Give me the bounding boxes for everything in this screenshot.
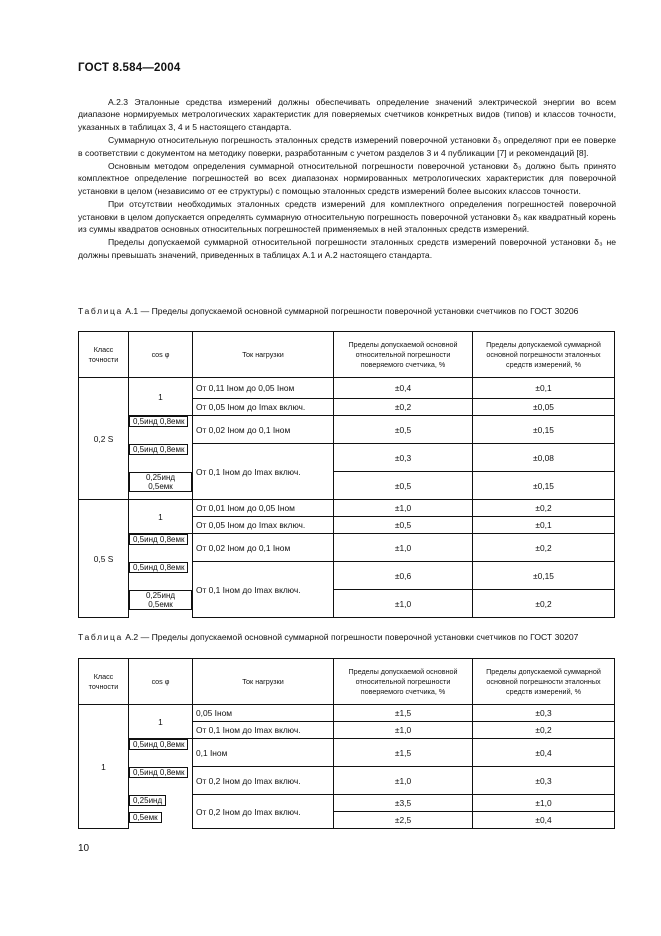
value-cell: ±0,4 bbox=[473, 812, 615, 829]
value-cell: ±1,0 bbox=[473, 795, 615, 812]
table-row bbox=[79, 767, 615, 795]
value-cell: ±0,2 bbox=[473, 590, 615, 618]
table-header: cos φ bbox=[129, 332, 193, 378]
table-row bbox=[79, 416, 615, 444]
table-row bbox=[79, 812, 615, 829]
current-cell: От 0,1 Iном до Imax включ. bbox=[193, 722, 334, 739]
table-header: Класс точности bbox=[79, 332, 129, 378]
table1-header-row bbox=[79, 332, 615, 378]
table-row bbox=[79, 500, 615, 517]
current-cell: От 0,2 Iном до Imax включ. bbox=[193, 767, 334, 795]
value-cell: ±0,08 bbox=[473, 444, 615, 472]
table-row bbox=[79, 472, 615, 500]
value-cell: ±0,2 bbox=[473, 534, 615, 562]
value-cell: ±0,2 bbox=[473, 722, 615, 739]
value-cell: ±0,1 bbox=[473, 378, 615, 399]
value-cell: ±1,0 bbox=[334, 767, 473, 795]
cos-cell: 0,25инд 0,5емк bbox=[129, 472, 192, 492]
table-header: Пределы допускаемой основной относительной погрешности поверяемого счетчика, % bbox=[334, 332, 473, 378]
current-cell: От 0,02 Iном до 0,1 Iном bbox=[193, 416, 334, 444]
table-row bbox=[79, 705, 615, 722]
table2-caption-text: А.2 — Пределы допускаемой основной суммарной погрешности поверочной установки счетчиков по ГОСТ 30207 bbox=[125, 632, 579, 642]
value-cell: ±0,3 bbox=[473, 767, 615, 795]
value-cell: ±0,3 bbox=[473, 705, 615, 722]
table-header: Класс точности bbox=[79, 659, 129, 705]
table2 bbox=[78, 658, 615, 829]
paragraph: А.2.3 Эталонные средства измерений должны обеспечивать определение значений электрической энергии во всем диапазоне нормируемых метрологических характеристик для поверяемых счетчиков конкретных видов (типов) и классов точности, указанных в таблицах 3, 4 и 5 настоящего стандарта. bbox=[78, 97, 616, 132]
current-cell: От 0,2 Iном до Imax включ. bbox=[193, 795, 334, 829]
current-cell: От 0,05 Iном до Imax включ. bbox=[193, 517, 334, 534]
current-cell: От 0,1 Iном до Imax включ. bbox=[193, 562, 334, 618]
value-cell: ±0,2 bbox=[473, 500, 615, 517]
value-cell: ±0,4 bbox=[473, 739, 615, 767]
table1-caption-label: Таблица bbox=[78, 306, 123, 316]
cos-cell: 1 bbox=[129, 705, 193, 739]
value-cell: ±1,5 bbox=[334, 739, 473, 767]
table-header: Пределы допускаемой суммарной основной погрешности эталонных средств измерений, % bbox=[473, 332, 615, 378]
cos-cell: 0,5инд 0,8емк bbox=[129, 562, 188, 573]
table2-caption bbox=[78, 632, 618, 643]
value-cell: ±0,15 bbox=[473, 472, 615, 500]
value-cell: ±0,4 bbox=[334, 378, 473, 399]
table-header: Ток нагрузки bbox=[193, 332, 334, 378]
table-header: cos φ bbox=[129, 659, 193, 705]
value-cell: ±1,0 bbox=[334, 534, 473, 562]
cos-cell: 0,5инд 0,8емк bbox=[129, 739, 188, 750]
table1 bbox=[78, 331, 615, 618]
cos-cell: 0,5инд 0,8емк bbox=[129, 416, 188, 427]
paragraph: Основным методом определения суммарной относительной погрешности поверочной установки δ₃ должно быть принято комплектное определение погрешностей во всех диапазонах нормированных метрологических характеристик для поверочной установки в целом (независимо от ее структуры) с помощью эталонных средств измерений более высоких классов точности. bbox=[78, 161, 616, 196]
value-cell: ±0,5 bbox=[334, 517, 473, 534]
cos-cell: 0,25инд 0,5емк bbox=[129, 590, 192, 610]
cos-cell: 0,5инд 0,8емк bbox=[129, 767, 188, 778]
current-cell: От 0,01 Iном до 0,05 Iном bbox=[193, 500, 334, 517]
value-cell: ±0,2 bbox=[334, 399, 473, 416]
current-cell: От 0,1 Iном до Imax включ. bbox=[193, 444, 334, 500]
cos-cell: 0,5инд 0,8емк bbox=[129, 444, 188, 455]
paragraph: Пределы допускаемой суммарной относительной погрешности эталонных средств измерений поверочной установки δ₃ не должны превышать значений, приведенных в таблицах А.1 и А.2 настоящего стандарта. bbox=[78, 237, 616, 260]
value-cell: ±0,6 bbox=[334, 562, 473, 590]
value-cell: ±1,0 bbox=[334, 590, 473, 618]
table1-caption bbox=[78, 306, 618, 317]
table2-header-row bbox=[79, 659, 615, 705]
table1-caption-text: А.1 — Пределы допускаемой основной суммарной погрешности поверочной установки счетчиков по ГОСТ 30206 bbox=[125, 306, 579, 316]
cos-cell: 0,5емк bbox=[129, 812, 162, 823]
document-header: ГОСТ 8.584—2004 bbox=[78, 62, 181, 74]
value-cell: ±0,15 bbox=[473, 416, 615, 444]
value-cell: ±0,05 bbox=[473, 399, 615, 416]
value-cell: ±0,1 bbox=[473, 517, 615, 534]
current-cell: От 0,11 Iном до 0,05 Iном bbox=[193, 378, 334, 399]
value-cell: ±2,5 bbox=[334, 812, 473, 829]
current-cell: От 0,02 Iном до 0,1 Iном bbox=[193, 534, 334, 562]
current-cell: 0,05 Iном bbox=[193, 705, 334, 722]
table-row bbox=[79, 444, 615, 472]
table-row bbox=[79, 534, 615, 562]
class-cell: 1 bbox=[79, 705, 129, 829]
table-row bbox=[79, 739, 615, 767]
table-row bbox=[79, 378, 615, 399]
current-cell: 0,1 Iном bbox=[193, 739, 334, 767]
body-text bbox=[78, 96, 616, 262]
table-header: Ток нагрузки bbox=[193, 659, 334, 705]
table-row bbox=[79, 795, 615, 812]
class-cell: 0,5 S bbox=[79, 500, 129, 618]
page-number: 10 bbox=[78, 843, 90, 854]
table-header: Пределы допускаемой основной относительной погрешности поверяемого счетчика, % bbox=[334, 659, 473, 705]
value-cell: ±1,5 bbox=[334, 705, 473, 722]
value-cell: ±0,15 bbox=[473, 562, 615, 590]
value-cell: ±0,5 bbox=[334, 416, 473, 444]
current-cell: От 0,05 Iном до Imax включ. bbox=[193, 399, 334, 416]
value-cell: ±3,5 bbox=[334, 795, 473, 812]
table-row bbox=[79, 590, 615, 618]
table-row bbox=[79, 562, 615, 590]
cos-cell: 1 bbox=[129, 378, 193, 416]
cos-cell: 1 bbox=[129, 500, 193, 534]
paragraph: При отсутствии необходимых эталонных средств измерений для комплектного определения погрешностей поверочной установки в целом допускается определять суммарную относительную погрешность поверочной установки δ₃ как квадратный корень из суммы квадратов основных относительных погрешностей применяемых в ней эталонных средств измерений. bbox=[78, 199, 616, 235]
value-cell: ±1,0 bbox=[334, 722, 473, 739]
cos-cell: 0,25инд bbox=[129, 795, 166, 806]
value-cell: ±0,5 bbox=[334, 472, 473, 500]
table2-caption-label: Таблица bbox=[78, 632, 123, 642]
class-cell: 0,2 S bbox=[79, 378, 129, 500]
cos-cell: 0,5инд 0,8емк bbox=[129, 534, 188, 545]
value-cell: ±0,3 bbox=[334, 444, 473, 472]
paragraph: Суммарную относительную погрешность эталонных средств измерений поверочной установки δ₃ определяют при ее поверке в соответствии с документом на методику поверки, разработанным с учетом разделов 3 и 4 публикации [7] и рекомендаций [8]. bbox=[78, 135, 616, 158]
table-header: Пределы допускаемой суммарной основной погрешности эталонных средств измерений, % bbox=[473, 659, 615, 705]
value-cell: ±1,0 bbox=[334, 500, 473, 517]
